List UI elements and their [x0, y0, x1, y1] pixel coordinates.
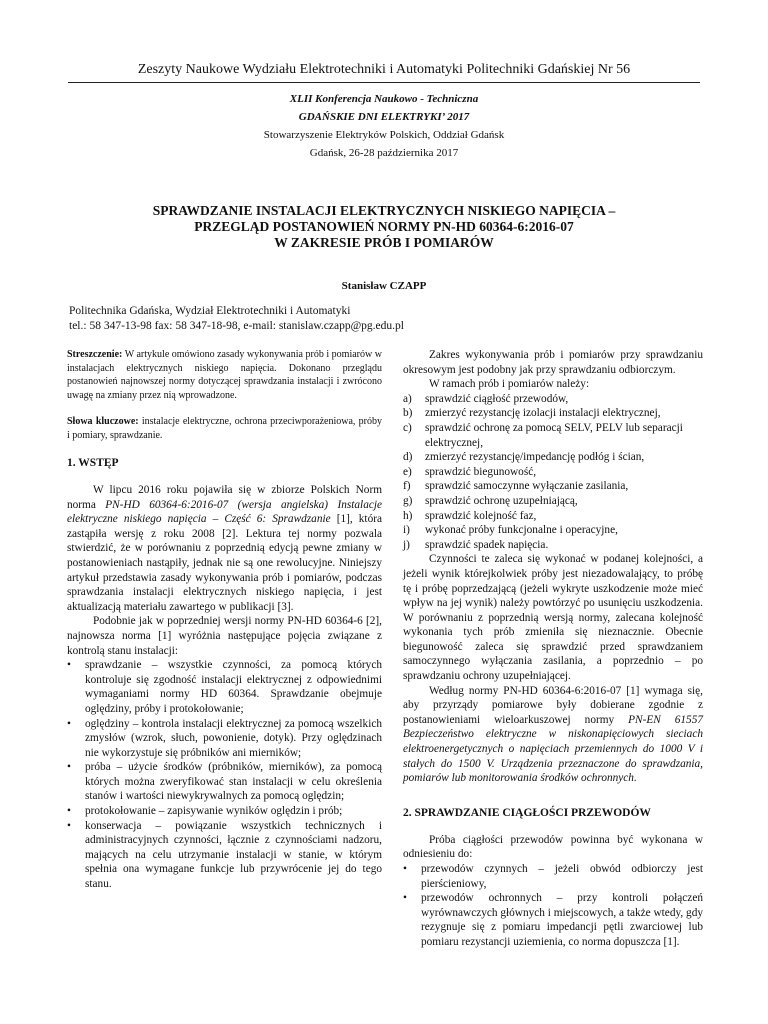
section-2-heading: 2. SPRAWDZANIE CIĄGŁOŚCI PRZEWODÓW	[403, 806, 651, 819]
list-text: sprawdzić spadek napięcia.	[425, 538, 549, 551]
affiliation-line-1: Politechnika Gdańska, Wydział Elektrotechniki i Automatyki	[69, 305, 351, 317]
list-text: sprawdzić kolejność faz,	[425, 509, 537, 522]
right-column	[403, 348, 703, 950]
keywords	[67, 415, 382, 442]
list-text: sprawdzić ciągłość przewodów,	[425, 392, 569, 405]
list-text: wykonać próby funkcjonalne i operacyjne,	[425, 524, 618, 537]
list-text: sprawdzić samoczynne wyłączanie zasilania,	[425, 480, 629, 493]
list-text: sprawdzić ochronę za pomocą SELV, PELV lub separacji elektrycznej,	[425, 421, 683, 449]
left-column	[67, 348, 382, 892]
list-item: • przewodów ochronnych – przy kontroli połączeń wyrównawczych głównych i miejscowych, a także wtedy, gdy rezygnuje się z pomiaru impedancji pętli zwarciowej lub pomiaru rezystancji uziemienia, co norma dopuszcza [1].	[403, 891, 703, 949]
p1-text-b: [1], która zastąpiła wersję z roku 2008 [2]. Lektura tej normy pozwala stwierdzić, że w porównaniu z poprzednią edycją pewne zmiany w postanowieniach nastąpiły, jednak nie są one rewolucyjne. Niniejszy artykuł przedstawia zasady wykonywania prób i pomiarów, podczas sprawdzania instalacji elektrycznych niskiego napięcia, i jest aktualizacją materiału zawartego w publikacji [3].	[67, 513, 382, 613]
organizer: Stowarzyszenie Elektryków Polskich, Oddział Gdańsk	[263, 129, 505, 141]
list-item	[403, 392, 703, 407]
list-item	[403, 479, 703, 494]
list-item	[403, 421, 703, 450]
right-paragraph-3: Czynności te zaleca się wykonać w podanej kolejności, a jeżeli wynik którejkolwiek próby jest niezadowalający, to próbę tę i próbę poprzedzającą (jeżeli wykryte uszkodzenie może mieć wpływ na jej wynik) należy powtórzyć po usunięciu uszkodzenia. W porównaniu z poprzednią wersją normy, zalecana kolejność wykonania tych prób zmieniła się nieznacznie. Obecnie biegunowość zaleca się sprawdzić przed sprawdzaniem samoczynnego wyłączania zasilania, a poprzednio – po sprawdzaniu ochrony uzupełniającej.	[403, 553, 703, 683]
continuity-list	[403, 862, 703, 950]
right-paragraph-1: Zakres wykonywania prób i pomiarów przy sprawdzaniu okresowym jest podobny jak przy sprawdzaniu odbiorczym.	[403, 349, 703, 376]
list-item	[403, 523, 703, 538]
list-item: • próba – użycie środków (próbników, mierników), za pomocą których można zweryfikować stan instalacji w celu określenia stanów i wartości niewykrywalnych za pomocą oględzin;	[67, 760, 382, 804]
journal-header: Zeszyty Naukowe Wydziału Elektrotechniki i Automatyki Politechniki Gdańskiej Nr 56	[137, 62, 631, 77]
right-paragraph-2: W ramach prób i pomiarów należy:	[429, 378, 590, 391]
place-date: Gdańsk, 26-28 października 2017	[309, 147, 459, 159]
list-item	[403, 450, 703, 465]
p1-text-a: W lipcu 2016 roku pojawiła się w zbiorze Polskich Norm norma	[67, 484, 382, 511]
p4-text: Według normy PN-HD 60364-6:2016-07 [1] wymaga się, aby przyrządy pomiarowe były dobierane zgodnie z postanowieniami wieloarkuszowej normy	[403, 684, 703, 726]
list-text: sprawdzić biegunowość,	[425, 465, 537, 478]
right-paragraph-4	[403, 684, 703, 786]
title-line-3: W ZAKRESIE PRÓB I POMIARÓW	[274, 235, 494, 250]
p4-norm-title: PN-EN 61557 Bezpieczeństwo elektryczne w niskonapięciowych sieciach elektroenergetycznych o napięciach przemiennych do 1000 V i stałych do 1500 V. Urządzenia przeznaczone do sprawdzania, pomiarów lub monitorowania środków ochronnych.	[403, 713, 703, 785]
paper-title	[0, 203, 768, 251]
list-item: • przewodów czynnych – jeżeli obwód odbiorczy jest pierścieniowy,	[403, 862, 703, 891]
list-item: • konserwacja – powiązanie wszystkich technicznych i administracyjnych czynności, łącznie z czynnościami nadzoru, mających na celu utrzymanie instalacji w stanie, w którym spełnia ona wymagane funkcje lub przywrócenie jej do tego stanu.	[67, 819, 382, 892]
definitions-list	[67, 658, 382, 892]
list-letter: f)	[403, 480, 411, 493]
list-item: • sprawdzanie – wszystkie czynności, za pomocą których kontroluje się zgodność instalacji elektrycznej z odpowiednimi wymaganiami normy HD 60364. Sprawdzanie obejmuje oględziny, próby i protokołowanie;	[67, 658, 382, 716]
list-text: zmierzyć rezystancję/impedancję podłóg i ścian,	[425, 451, 645, 464]
p1-norm-title: PN-HD 60364-6:2016-07 (wersja angielska) Instalacje elektryczne niskiego napięcia – Część 6: Sprawdzanie	[67, 498, 383, 526]
list-item	[403, 465, 703, 480]
keywords-text: instalacje elektryczne, ochrona przeciwporażeniowa, próby i pomiary, sprawdzanie.	[67, 416, 382, 441]
author: Stanisław CZAPP	[341, 280, 427, 292]
list-letter: h)	[403, 509, 413, 522]
list-letter: i)	[403, 524, 410, 537]
affiliation	[69, 304, 404, 334]
list-letter: g)	[403, 494, 413, 507]
list-item: • protokołowanie – zapisywanie wyników oględzin i prób;	[67, 804, 382, 819]
conference-name: XLII Konferencja Naukowo - Techniczna	[289, 93, 479, 105]
abstract-label: Streszczenie:	[67, 349, 123, 360]
list-text: sprawdzić ochronę uzupełniającą,	[425, 494, 578, 507]
tests-list	[403, 392, 703, 553]
section-1-paragraph-2: Podobnie jak w poprzedniej wersji normy PN-HD 60364-6 [2], najnowsza norma [1] wyróżnia następujące pojęcia związane z kontrolą stanu instalacji:	[67, 615, 382, 657]
list-letter: e)	[403, 465, 412, 478]
affiliation-contact: tel.: 58 347-13-98 fax: 58 347-18-98, e-mail: stanislaw.czapp@pg.edu.pl	[69, 320, 404, 332]
keywords-label: Słowa kluczowe:	[67, 416, 139, 427]
list-item	[403, 406, 703, 421]
abstract-text: W artykule omówiono zasady wykonywania prób i pomiarów w instalacjach elektrycznych niskiego napięcia. Dokonano przeglądu postanowień najnowszej normy dotyczącej sprawdzania instalacji i zwrócono uwagę na zmiany przez nią wprowadzone.	[67, 349, 382, 401]
abstract	[67, 348, 382, 402]
title-line-1: SPRAWDZANIE INSTALACJI ELEKTRYCZNYCH NISKIEGO NAPIĘCIA –	[152, 203, 616, 218]
list-text: zmierzyć rezystancję izolacji instalacji elektrycznej,	[425, 407, 661, 420]
list-item	[403, 509, 703, 524]
list-letter: c)	[403, 421, 412, 434]
list-item	[403, 494, 703, 509]
conference-info	[0, 90, 768, 162]
section-2-paragraph-1: Próba ciągłości przewodów powinna być wykonana w odniesieniu do:	[403, 833, 703, 861]
list-letter: j)	[403, 538, 410, 551]
list-item	[403, 538, 703, 553]
header-rule	[68, 82, 700, 83]
list-letter: a)	[403, 392, 412, 405]
title-line-2: PRZEGLĄD POSTANOWIEŃ NORMY PN-HD 60364-6:2016-07	[194, 219, 574, 234]
event-name: GDAŃSKIE DNI ELEKTRYKI’ 2017	[298, 111, 470, 123]
list-letter: d)	[403, 451, 413, 464]
section-1-heading: 1. WSTĘP	[67, 457, 119, 469]
list-item: • oględziny – kontrola instalacji elektrycznej za pomocą wszelkich zmysłów (wzrok, słuch, powonienie, dotyk). Przy oględzinach nie wykorzystuje się próbników ani mierników;	[67, 717, 382, 761]
list-letter: b)	[403, 407, 413, 420]
section-1-paragraph-1	[67, 483, 382, 614]
